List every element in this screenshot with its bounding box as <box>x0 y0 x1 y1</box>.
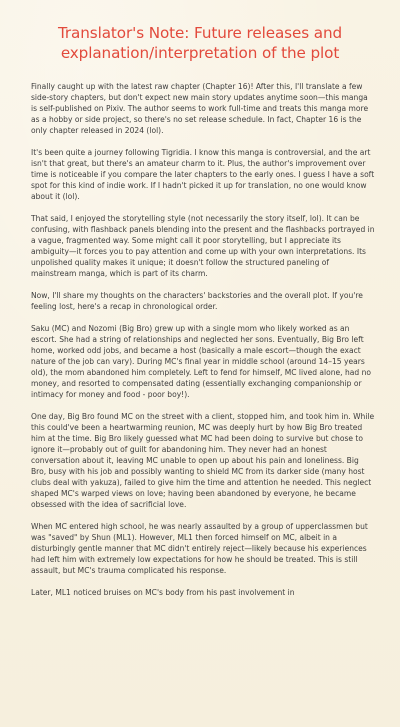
paragraph-reunion: One day, Big Bro found MC on the street with a client, stopped him, and took him in. While this could've been a heartwarming reunion, MC was deeply hurt by how Big Bro treated him at the time. Big Bro likely guessed what MC had been doing to survive but chose to ignore it—probably out of guilt for abandoning him. They never had an honest conversation about it, leaving MC unable to open up about his pain and loneliness. Big Bro, busy with his job and possibly wanting to shield MC from its darker side (many host clubs deal with yakuza), failed to give him the time and attention he needed. This neglect shaped MC's warped views on love; having been abandoned by everyone, he became obsessed with the idea of sacrificial love. <box>31 412 375 509</box>
title-line-2: explanation/interpretation of the plot <box>60 43 340 62</box>
paragraph-recap-intro: Now, I'll share my thoughts on the characters' backstories and the overall plot. If you're feeling lost, here's a recap in chronological order. <box>31 291 363 311</box>
page-title <box>0 0 400 63</box>
paragraph-journey: It's been quite a journey following Tigridia. I know this manga is controversial, and the art isn't that great, but there's an amateur charm to it. Plus, the author's improvement over time is noticeable if you compare the later chapters to the early ones. I guess I have a soft spot for this kind of indie work. If I hadn't picked it up for translation, no one would know about it (lol). <box>31 148 375 201</box>
title-line-1: Translator's Note: Future releases and <box>57 24 343 42</box>
note-body <box>31 81 376 609</box>
paragraph-release-schedule: Finally caught up with the latest raw chapter (Chapter 16)! After this, I'll translate a few side-story chapters, but don't expect new main story updates anytime soon—this manga is self-published on Pixiv. The author seems to work full-time and treats this manga more as a hobby or side project, so there's no set release schedule. In fact, Chapter 16 is the only chapter released in 2024 (lol). <box>31 82 369 135</box>
paragraph-high-school: When MC entered high school, he was nearly assaulted by a group of upperclassmen but was "saved" by Shun (ML1). However, ML1 then forced himself on MC, albeit in a disturbingly gentle manner that MC didn't entirely reject—likely because his experiences had left him with extremely low expectations for how he should be treated. This is still assault, but MC's trauma complicated his response. <box>31 522 368 575</box>
paragraph-storytelling: That said, I enjoyed the storytelling style (not necessarily the story itself, lol). It can be confusing, with flashback panels blending into the present and the flashbacks portrayed in a vague, fragmented way. Some might call it poor storytelling, but I appreciate its ambiguity—it forces you to pay attention and come up with your own interpretations. Its unpolished quality makes it unique; it doesn't follow the structured paneling of mainstream manga, which is part of its charm. <box>31 214 375 278</box>
paragraph-backstory: Saku (MC) and Nozomi (Big Bro) grew up with a single mom who likely worked as an escort. She had a string of relationships and neglected her sons. Eventually, Big Bro left home, worked odd jobs, and became a host (basically a male escort—though the exact nature of the job can vary). During MC's final year in middle school (around 14–15 years old), the mom abandoned him completely. Left to fend for himself, MC lived alone, had no money, and resorted to compensated dating (essentially exchanging companionship or intimacy for money and food - poor boy!). <box>31 324 371 399</box>
paragraph-later: Later, ML1 noticed bruises on MC's body from his past involvement in <box>31 588 295 597</box>
